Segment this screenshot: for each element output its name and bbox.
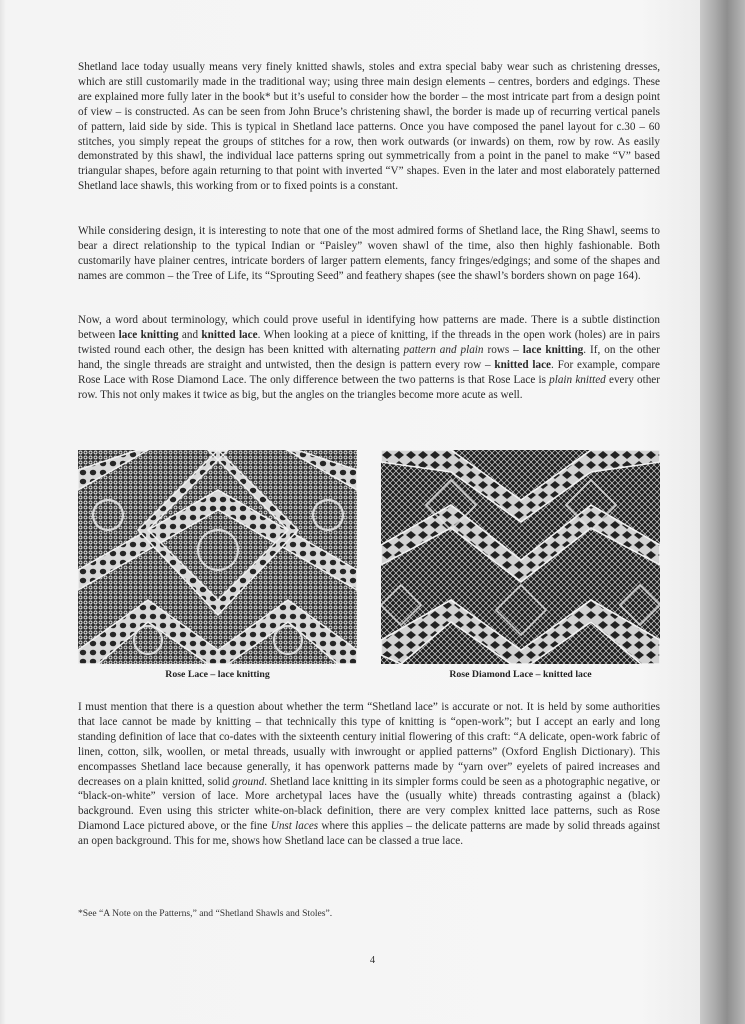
- page-number: 4: [369, 955, 376, 966]
- body-paragraph-1: [78, 60, 660, 194]
- body-paragraph-2: [78, 224, 660, 284]
- rose-lace-photo: [78, 450, 357, 664]
- book-spine-shadow: [700, 0, 745, 1024]
- body-paragraph-3: [78, 313, 660, 402]
- footnote: *See “A Note on the Patterns,” and “Shetland Shawls and Stoles”.: [78, 908, 333, 919]
- text-fragment: rows –: [483, 343, 523, 356]
- text-fragment: pattern and plain: [403, 343, 484, 356]
- text-fragment: . For example, compare Rose Lace with Rose Diamond Lace. The only difference between the two patterns is that Rose Lace is: [78, 358, 661, 386]
- text-fragment: Now, a word about terminology, which could prove useful in identifying how patterns are made. There is a subtle distinction between: [78, 314, 660, 341]
- text-fragment: every other row. This not only makes it twice as big, but the angles on the triangles become more acute as well.: [78, 373, 660, 401]
- text-fragment: Unst laces: [270, 820, 319, 833]
- text-fragment: . Shetland lace knitting in its simpler forms could be seen as a photographic negative, or “black-on-white” version of lace. More archetypal laces have the (usually white) threads contrasting against a (black) background. Even using this stricter white-on-black definition, there are very complex knitted lace patterns, such as Rose Diamond Lace pictured above, or the fine: [78, 775, 660, 833]
- body-paragraph-4: [78, 700, 660, 849]
- text-fragment: lace knitting: [522, 343, 584, 356]
- text-fragment: lace knitting: [118, 328, 179, 341]
- rose-lace-caption: Rose Lace – lace knitting: [165, 669, 270, 680]
- text-fragment: I must mention that there is a question about whether the term “Shetland lace” is accurate or not. It is held by some authorities that lace cannot be made by knitting – that technically this type of knitting is “open-work”; but I accept an early and long standing definition of lace that co-dates with the sixteenth century initial flowering of this craft: “A delicate, open-work fabric of linen, cotton, silk, woollen, or metal threads, usually with inwrought or applied patterns” (Oxford English Dictionary). This encompasses Shetland lace because generally, it has openwork patterns made by “yarn over” eyelets of paired increases and decreases on a plain knitted, solid: [78, 701, 660, 788]
- rose-diamond-lace-caption: Rose Diamond Lace – knitted lace: [449, 669, 592, 680]
- rose-diamond-lace-photo: [381, 450, 660, 664]
- text-fragment: and: [178, 328, 202, 341]
- text-fragment: . If, on the other hand, the single threads are straight and untwisted, then the design is pattern every row –: [78, 343, 661, 371]
- text-fragment: where this applies – the delicate patterns are made by solid threads against an open background. This for me, shows how Shetland lace can be classed a true lace.: [78, 820, 660, 848]
- text-fragment: knitted lace: [494, 358, 552, 371]
- text-fragment: . When looking at a piece of knitting, if the threads in the open work (holes) are in pairs twisted round each other, the design has been knitted with alternating: [78, 328, 661, 356]
- text-fragment: ground: [232, 775, 265, 788]
- text-fragment: plain knitted: [549, 373, 606, 386]
- text-fragment: Shetland lace today usually means very finely knitted shawls, stoles and extra special baby wear such as christening dresses, which are still customarily made in the traditional way; using three main design elements – centres, borders and edgings. These are explained more fully later in the book* but it’s useful to consider how the border – the most intricate part from a design point of view – is constructed. As can be seen from John Bruce’s christening shawl, the border is made up of recurring vertical panels of pattern, laid side by side. This is typical in Shetland lace patterns. Once you have composed the panel layout for c.30 – 60 stitches, you simply repeat the groups of stitches for a row, then work outwards (or inwards) on them, row by row. As easily demonstrated by this shawl, the individual lace patterns spring out symmetrically from a point in the panel to make “V” based triangular shapes, before again returning to that point with inverted “V” shapes. Even in the later and most elaborately patterned Shetland lace shawls, this working from or to fixed points is a constant.: [78, 61, 660, 193]
- text-fragment: While considering design, it is interesting to note that one of the most admired forms of Shetland lace, the Ring Shawl, seems to bear a direct relationship to the typical Indian or “Paisley” woven shawl of the time, also then highly fashionable. Both customarily have plainer centres, intricate borders of larger pattern elements, fancy fringes/edgings; and some of the shapes and names are common – the Tree of Life, its “Sprouting Seed” and feathery shapes (see the shawl’s borders shown on page 164).: [78, 225, 660, 282]
- text-fragment: knitted lace: [201, 328, 258, 341]
